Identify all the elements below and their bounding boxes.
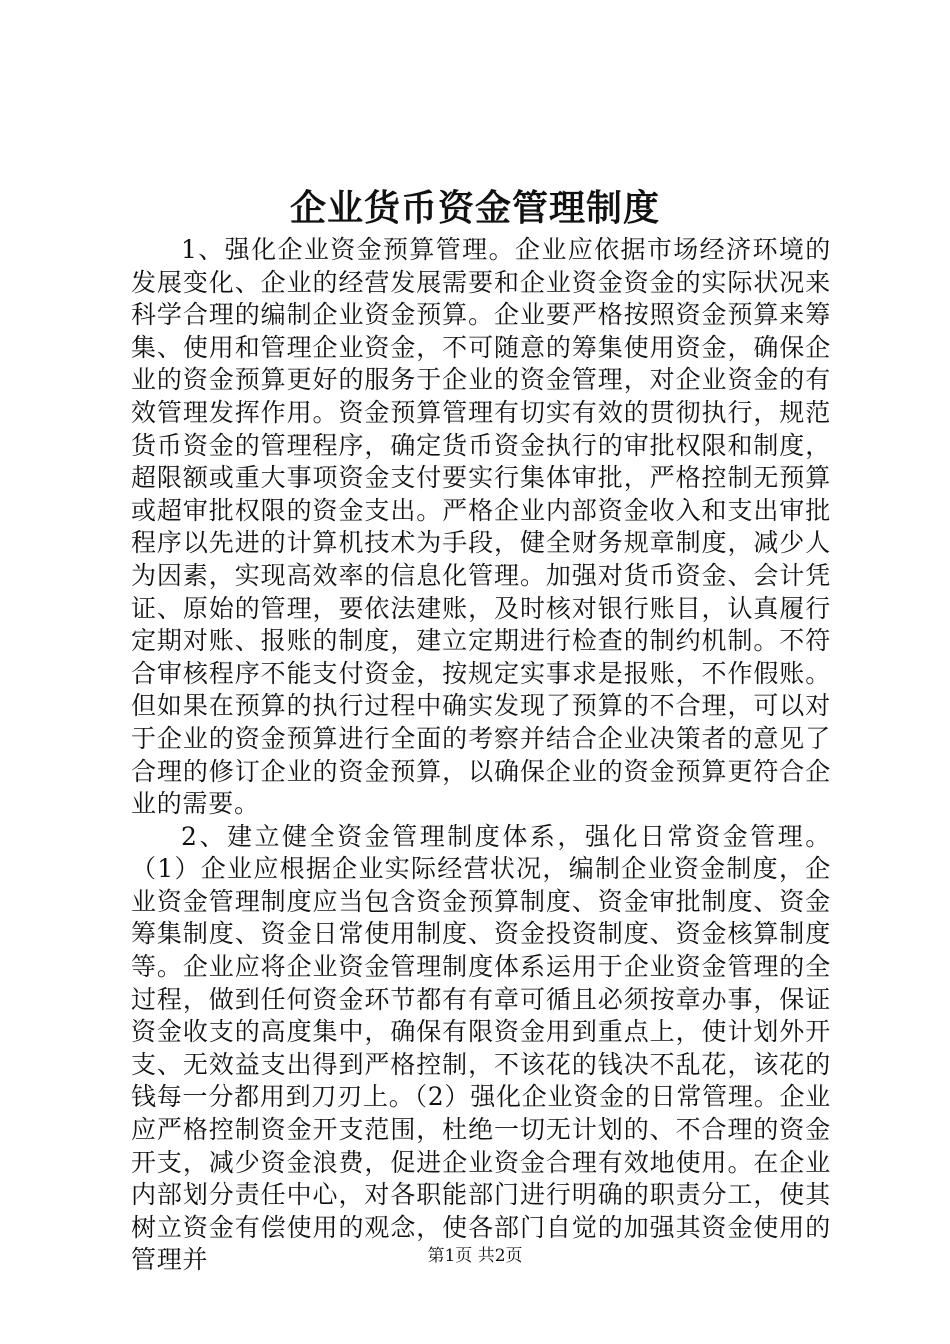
paragraph-budget-management: 1、强化企业资金预算管理。企业应依据市场经济环境的发展变化、企业的经营发展需要和企业资金资金的实际状况来科学合理的编制企业资金预算。企业要严格按照资金预算来筹集、使用和管理企业资金，不可随意的筹集使用资金，确保企业的资金预算更好的服务于企业的资金管理，对企业资金的有效管理发挥作用。资金预算管理有切实有效的贯彻执行，规范货币资金的管理程序，确定货币资金执行的审批权限和制度，超限额或重大事项资金支付要实行集体审批，严格控制无预算或超审批权限的资金支出。严格企业内部资金收入和支出审批程序以先进的计算机技术为手段，健全财务规章制度，减少人为因素，实现高效率的信息化管理。加强对货币资金、会计凭证、原始的管理，要依法建账，及时核对银行账目，认真履行定期对账、报账的制度，建立定期进行检查的制约机制。不符合审核程序不能支付资金，按规定实事求是报账，不作假账。但如果在预算的执行过程中确实发现了预算的不合理，可以对于企业的资金预算进行全面的考察并结合企业决策者的意见了合理的修订企业的资金预算，以确保企业的资金预算更符合企业的需要。 <box>131 235 831 819</box>
document-title: 企业货币资金管理制度 <box>289 188 660 229</box>
paragraph-management-system: 2、建立健全资金管理制度体系，强化日常资金管理。（1）企业应根据企业实际经营状况，编制企业资金制度，企业资金管理制度应当包含资金预算制度、资金审批制度、资金筹集制度、资金日常使用制度、资金投资制度、资金核算制度等。企业应将企业资金管理制度体系运用于企业资金管理的全过程，做到任何资金环节都有有章可循且必须按章办事，保证资金收支的高度集中，确保有限资金用到重点上，使计划外开支、无效益支出得到严格控制，不该花的钱决不乱花，该花的钱每一分都用到刀刃上。（2）强化企业资金的日常管理。企业应严格控制资金开支范围，杜绝一切无计划的、不合理的资金开支，减少资金浪费，促进企业资金合理有效地使用。在企业内部划分责任中心，对各职能部门进行明确的职责分工，使其树立资金有偿使用的观念，使各部门自觉的加强其资金使用的管理并 <box>131 821 831 1275</box>
document-body <box>131 234 831 1277</box>
page-number-footer: 第1页 共2页 <box>427 1246 523 1266</box>
